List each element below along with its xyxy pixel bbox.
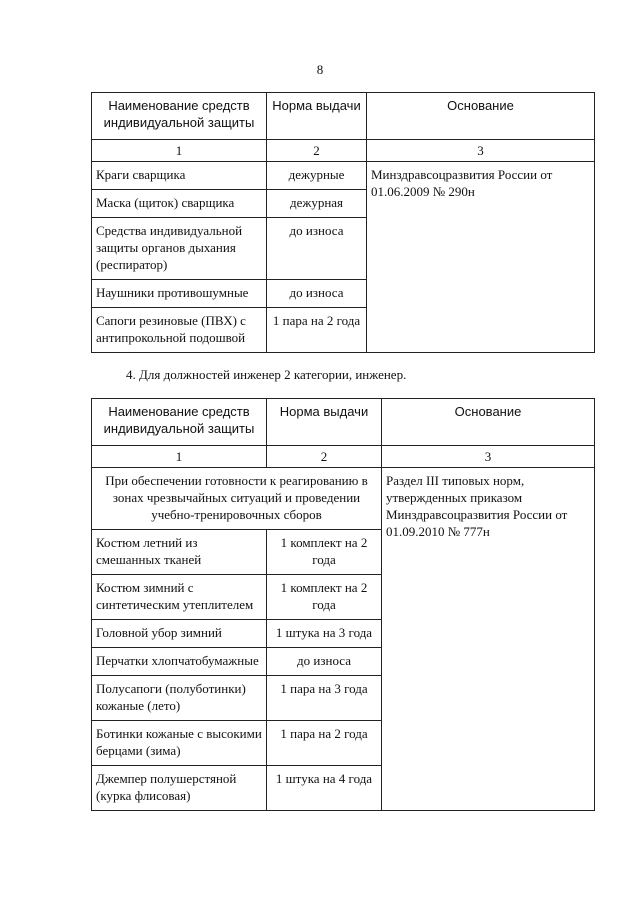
norm-cell: 1 пара на 2 года bbox=[267, 721, 382, 766]
item-cell: Полусапоги (полуботинки) кожаные (лето) bbox=[92, 676, 267, 721]
column-number: 3 bbox=[367, 140, 595, 162]
norm-cell: 1 комплект на 2 года bbox=[267, 575, 382, 620]
norm-cell: 1 пара на 3 года bbox=[267, 676, 382, 721]
subheader-cell: При обеспечении готовности к реагированию в зонах чрезвычайных ситуаций и проведении учебно-тренировочных сборов bbox=[92, 468, 382, 530]
norm-cell: дежурные bbox=[267, 162, 367, 190]
item-cell: Костюм зимний с синтетическим утеплителем bbox=[92, 575, 267, 620]
ppe-table-welder bbox=[91, 92, 595, 353]
basis-cell: Минздравсоцразвития России от 01.06.2009 № 290н bbox=[367, 162, 595, 353]
header-item: Наименование средств индивидуальной защиты bbox=[92, 399, 267, 446]
item-cell: Маска (щиток) сварщика bbox=[92, 190, 267, 218]
norm-cell: 1 комплект на 2 года bbox=[267, 530, 382, 575]
column-number: 1 bbox=[92, 446, 267, 468]
norm-cell: 1 пара на 2 года bbox=[267, 308, 367, 353]
item-cell: Костюм летний из смешанных тканей bbox=[92, 530, 267, 575]
ppe-table-engineer bbox=[91, 398, 595, 811]
item-cell: Средства индивидуальной защиты органов дыхания (респиратор) bbox=[92, 218, 267, 280]
header-norm: Норма выдачи bbox=[267, 399, 382, 446]
norm-cell: 1 штука на 4 года bbox=[267, 766, 382, 811]
norm-cell: до износа bbox=[267, 648, 382, 676]
table-row bbox=[92, 468, 595, 530]
item-cell: Джемпер полушерстяной (курка флисовая) bbox=[92, 766, 267, 811]
norm-cell: 1 штука на 3 года bbox=[267, 620, 382, 648]
column-number-row bbox=[92, 446, 595, 468]
column-number: 3 bbox=[382, 446, 595, 468]
item-cell: Краги сварщика bbox=[92, 162, 267, 190]
column-number-row bbox=[92, 140, 595, 162]
column-number: 2 bbox=[267, 140, 367, 162]
header-basis: Основание bbox=[367, 93, 595, 140]
norm-cell: дежурная bbox=[267, 190, 367, 218]
item-cell: Наушники противошумные bbox=[92, 280, 267, 308]
basis-cell: Раздел III типовых норм, утвержденных приказом Минздравсоцразвития России от 01.09.2010 № 777н bbox=[382, 468, 595, 811]
norm-cell: до износа bbox=[267, 280, 367, 308]
header-basis: Основание bbox=[382, 399, 595, 446]
table-header-row bbox=[92, 399, 595, 446]
item-cell: Головной убор зимний bbox=[92, 620, 267, 648]
page-number: 8 bbox=[316, 62, 324, 77]
section-heading: 4. Для должностей инженер 2 категории, инженер. bbox=[126, 367, 407, 382]
item-cell: Ботинки кожаные с высокими берцами (зима) bbox=[92, 721, 267, 766]
item-cell: Перчатки хлопчатобумажные bbox=[92, 648, 267, 676]
column-number: 2 bbox=[267, 446, 382, 468]
item-cell: Сапоги резиновые (ПВХ) с антипрокольной подошвой bbox=[92, 308, 267, 353]
table-header-row bbox=[92, 93, 595, 140]
norm-cell: до износа bbox=[267, 218, 367, 280]
table-row bbox=[92, 162, 595, 190]
header-item: Наименование средств индивидуальной защиты bbox=[92, 93, 267, 140]
column-number: 1 bbox=[92, 140, 267, 162]
header-norm: Норма выдачи bbox=[267, 93, 367, 140]
